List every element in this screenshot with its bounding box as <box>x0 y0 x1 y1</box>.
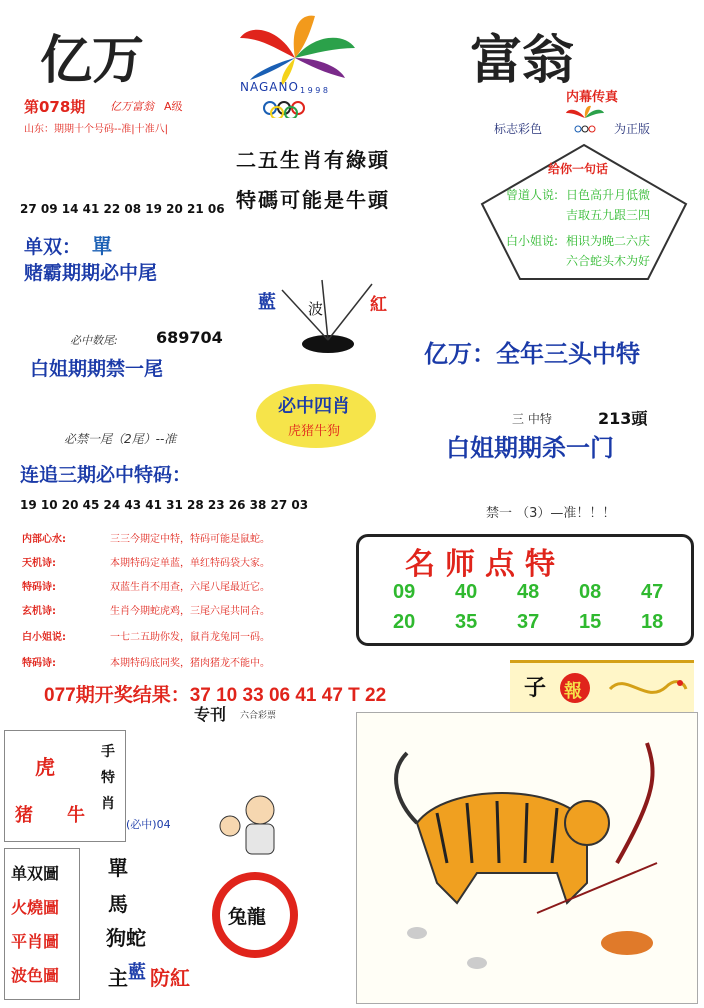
danshuang-label: 单双： <box>24 236 82 258</box>
dragon-ornament-icon <box>606 669 690 707</box>
bottom-zhu: 主 <box>108 966 128 990</box>
wave-label: 波 <box>308 300 324 318</box>
sixiao-title: 必中四肖 <box>278 396 350 417</box>
numbers-row-2: 19 10 20 45 24 43 41 31 28 23 26 38 27 03 <box>20 498 309 512</box>
mingshi-number: 48 <box>517 581 540 603</box>
numbers-row-1: 27 09 14 41 22 08 19 20 21 06 <box>20 202 225 216</box>
zibao-banner <box>510 660 694 716</box>
fax-logo-icon <box>560 104 610 134</box>
teshi-1: 手 <box>101 744 115 760</box>
poem-label: 白小姐说: <box>22 632 66 643</box>
poem-row <box>22 554 270 569</box>
fax-baixiaojie-label: 白小姐说: <box>506 234 559 248</box>
poem-label: 玄机诗: <box>22 606 56 617</box>
danshuang-value: 單 <box>92 234 112 258</box>
wave-red: 紅 <box>370 295 387 315</box>
fax-give-one: 给你一句话 <box>548 162 609 176</box>
issue-grade: A级 <box>164 100 183 113</box>
chart-labels-panel <box>4 848 80 1000</box>
san-zhongte-value: 213頭 <box>598 409 648 428</box>
center-line-1: 二五生肖有綠頭 <box>236 148 390 172</box>
mingshi-number: 09 <box>393 581 416 603</box>
teshi-2: 特 <box>101 770 115 786</box>
danshuang-tu: 单双圖 <box>11 864 60 883</box>
animal-panel <box>4 730 126 842</box>
bottom-gou-she: 狗蛇 <box>106 926 146 950</box>
header-left-title: 亿万 <box>40 30 145 91</box>
poem-label: 内部心水: <box>22 534 66 545</box>
issue-subline: 山东：期期十个号码--准|十准八| <box>24 124 168 135</box>
poem-row <box>22 602 270 617</box>
center-line-2: 特碼可能是牛頭 <box>236 188 390 212</box>
yin-yang-disc <box>212 872 298 958</box>
poem-text: 双蓝生肖不用查，六尾八尾最近它。 <box>110 582 270 593</box>
poem-row <box>22 628 270 643</box>
poem-row <box>22 578 270 593</box>
fax-baixiaojie-line1: 相识为晚二六庆 <box>566 234 651 248</box>
fax-caidao-label: 曾道人说: <box>506 188 559 202</box>
tiger-illustration <box>356 712 698 1004</box>
teshi-3: 肖 <box>101 796 115 812</box>
special-issue-strip <box>154 702 314 724</box>
bizhong-tail-label: 必中数尾: <box>70 334 118 347</box>
poem-row <box>22 530 270 545</box>
bottom-fang-hong: 防紅 <box>150 966 190 990</box>
animal-niu: 牛 <box>67 805 85 826</box>
tiger-icon <box>357 713 697 1003</box>
mingshi-number: 37 <box>517 611 540 633</box>
jin-yi: 禁一 （3）—准！！！ <box>486 506 616 521</box>
cartoon-kids-icon <box>200 790 300 870</box>
animal-hu: 虎 <box>35 755 55 779</box>
bottom-tu-long: 兔龍 <box>228 906 267 928</box>
special-issue-sub: 六合彩票 <box>240 711 277 721</box>
results-bar: 077期开奖结果：37 10 33 06 41 47 T 22 <box>44 685 387 706</box>
zibao-zi: 子 <box>524 676 547 701</box>
bottom-dan: 單 <box>108 856 128 880</box>
poem-label: 天机诗: <box>22 558 56 569</box>
bizhong-tail-value: 689704 <box>156 328 223 347</box>
issue-label: 第078期 <box>24 98 86 116</box>
poem-text: 本期特码定单蓝，单红特码袋大家。 <box>110 558 270 569</box>
baijie-tail: 白姐期期禁一尾 <box>30 358 164 380</box>
pingxiao-tu: 平肖圖 <box>11 932 60 951</box>
poem-label: 特码诗: <box>22 658 56 669</box>
wave-blue: 藍 <box>258 292 276 313</box>
poem-label: 特码诗: <box>22 582 56 593</box>
nagano-flower-icon <box>220 8 370 118</box>
logo-text: NAGANO <box>240 80 299 94</box>
mingshi-number: 08 <box>579 581 602 603</box>
fax-right: 为正版 <box>614 122 651 136</box>
mingshi-number: 47 <box>641 581 664 603</box>
poem-text: 生肖今期蛇虎鸡，三尾六尾共同合。 <box>110 606 270 617</box>
yiwan-quote: 亿万：全年三头中特 <box>424 340 640 368</box>
danshuang-sub: 赌霸期期必中尾 <box>24 262 158 284</box>
logo-year: 1 9 9 8 <box>300 86 328 95</box>
mingshi-number: 15 <box>579 611 602 633</box>
mingshi-number: 40 <box>455 581 478 603</box>
sixiao-badge <box>256 384 376 448</box>
sixiao-animals: 虎猪牛狗 <box>288 424 341 439</box>
mingshi-number: 20 <box>393 611 416 633</box>
bottom-lan: 藍 <box>128 962 146 983</box>
poem-text: 本期特码底同奖，猪肉猪龙不能中。 <box>110 658 270 669</box>
nagano-logo <box>220 8 370 118</box>
mingshi-number: 35 <box>455 611 478 633</box>
baijie-door: 白姐期期杀一门 <box>446 434 614 462</box>
poem-text: 三三今期定中特，特码可能是鼠蛇。 <box>110 534 270 545</box>
fax-title: 内幕传真 <box>566 90 619 105</box>
seal-text: (必中)04 <box>126 818 171 831</box>
zibao-bao: 報 <box>564 681 582 702</box>
huoshao-tu: 火燒圖 <box>11 898 60 917</box>
mingshi-title: 名师点特 <box>405 547 565 582</box>
header-right-title: 富翁 <box>470 30 575 91</box>
mingshi-number: 18 <box>641 611 664 633</box>
fax-baixiaojie-line2: 六合蛇头木为好 <box>566 254 651 268</box>
special-issue-brand: 专刊 <box>194 705 227 724</box>
san-zhongte-label: 三 中特 <box>512 412 552 426</box>
fax-caidao-line1: 日色高升月低微 <box>566 188 651 202</box>
jin-yiwei: 必禁一尾（2尾）--准 <box>64 432 177 446</box>
mingshi-box <box>356 534 694 646</box>
fax-left: 标志彩色 <box>494 122 543 136</box>
poem-row <box>22 654 270 669</box>
bottom-ma: 馬 <box>108 892 128 916</box>
animal-zhu: 猪 <box>15 805 33 826</box>
color-wave-figure <box>252 270 392 360</box>
bose-tu: 波色圖 <box>11 966 60 985</box>
poem-text: 一七二五助你发，鼠肖龙兔同一码。 <box>110 632 270 643</box>
lianzhui-title: 连追三期必中特码： <box>20 464 192 486</box>
issue-brand: 亿万富翁 <box>110 100 154 113</box>
fax-caidao-line2: 吉取五九跟三四 <box>566 208 651 222</box>
